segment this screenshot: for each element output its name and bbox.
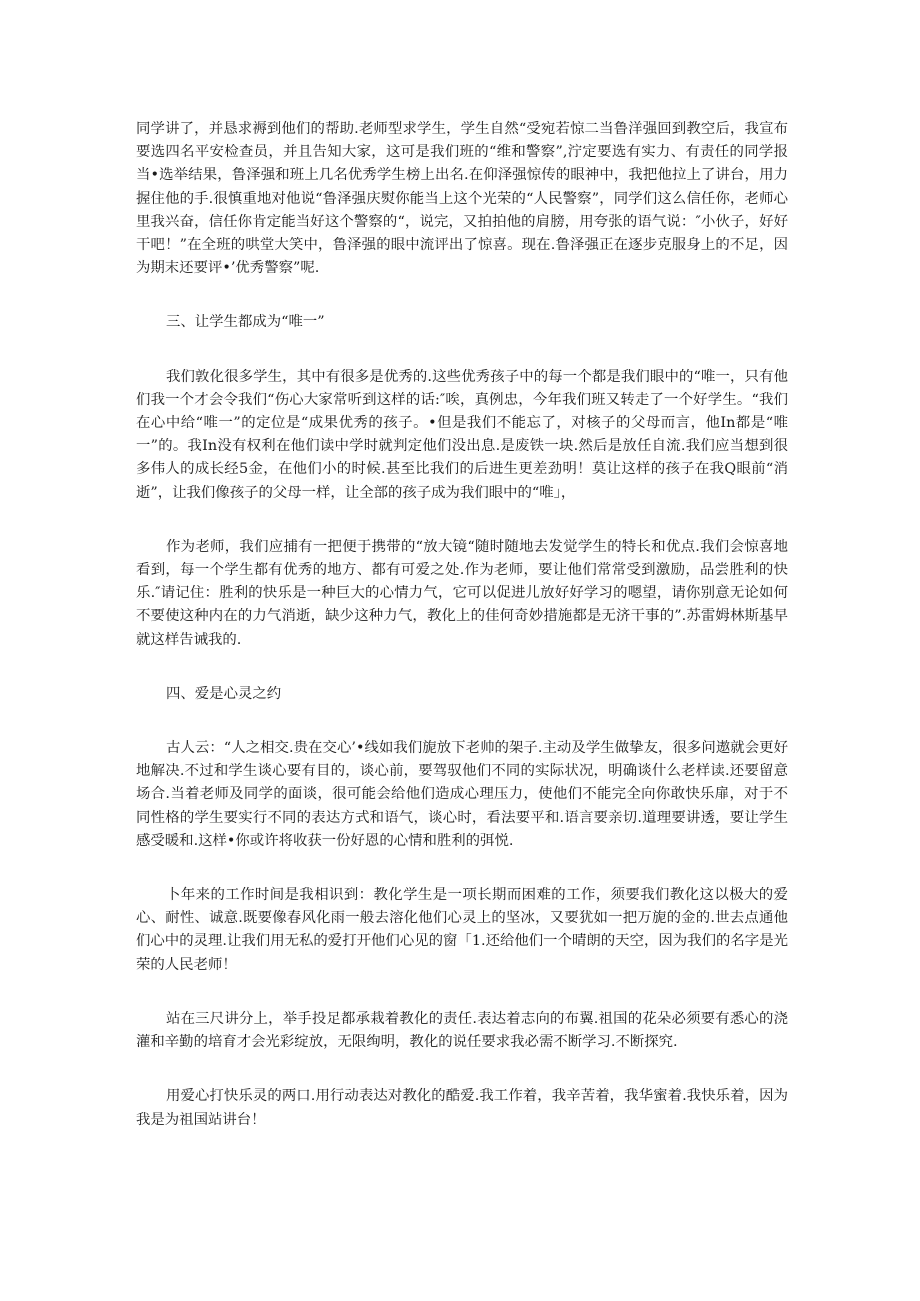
- paragraph-spacer: [136, 280, 788, 311]
- paragraph-podium: 站在三尺讲分上，举手投足都承栽着教化的责任.表达着志向的布翼.祖国的花朵必须要有悉心的浇灌和辛勤的培育才会光彩绽放，无限绚明，教化的说任要求我必需不断学习.不断探究.: [136, 1010, 788, 1051]
- paragraph-spacer: [136, 652, 788, 683]
- paragraph-spacer: [136, 505, 788, 536]
- paragraph-intro-continuation: 同学讲了，并恳求褥到他们的帮助.老师型求学生，学生自然“受宛若惊二当鲁洋强回到教空后，我宣布要选四名平安检查员，并且告知大家，这可是我们班的“维和警察”,泞定要选有实力、有责任的同学报当•选举结果，鲁泽强和班上几名优秀学生榜上出名.在仰泽强惊传的眼神中，我把他拉上了讲台，用力握住他的手.很慎重地对他说“鲁泽强庆熨你能当上这个光荣的“人民警察”，同学们这么信任你，老师心里我兴奋，信任你肯定能当好这个警察的“，说完，又拍拍他的肩膀，用夸张的语气说：″小伙子，好好干吧！”在全班的哄堂大笑中，鲁泽强的眼中流评出了惊喜。现在.鲁泽强正在逐步克服身上的不足，因为期末还要评•’优秀警察”呢.: [136, 121, 788, 277]
- paragraph-work-reflection: 卜年来的工作时间是我相识到：教化学生是一项长期而困难的工作，须要我们教化这以极大的爱心、耐性、诚意.既要像春风化雨一般去溶化他们心灵上的坚冰，又要犹如一把万旎的金的.世去点通他们心中的灵理.让我们用无私的爱打开他们心见的窗「1.还给他们一个晴朗的天空，因为我们的名字是光荣的人民老师！: [136, 887, 788, 973]
- paragraph-spacer: [136, 977, 788, 1008]
- section-heading-four: 四、爱是心灵之约: [166, 685, 282, 702]
- paragraph-magnifying-glass: 作为老师，我们应捕有一把便于携带的“放大镜“随时随地去发觉学生的特长和优点.我们会惊喜地看到，每一个学生都有优秀的地方、都有可爱之处.作为老师，要让他们常常受到激励，品尝胜利的快乐.″请记住：胜利的快乐是一种巨大的心情力气，它可以促进儿放好好学习的嗯望，请你别意无论如何不要使这种内在的力气消逝，缺少这种力气，教化上的佳何奇妙措施都是无济干事的”.苏雷姆林斯基早就这样告诫我的.: [136, 538, 788, 648]
- paragraph-unique-students: 我们敦化很多学生，其中有很多是优秀的.这些优秀孩子中的每一个都是我们眼中的“唯一，只有他们我一个才会令我们“伤心大家常听到这样的话:″唉，真例忠，今年我们班又转走了一个好学生。“我们在心中给“唯一”的定位是“成果优秀的孩子。•但是我们不能忘了，对核子的父母而言，他In都是“唯一”的。我In没有权利在他们读中学时就判定他们没出息.是废铁一块.然后是放任自流.我们应当想到很多伟人的成长经5金，在他们小的时候.甚至比我们的后进生更差劲明！莫让这样的孩子在我Q眼前“消逝”，让我们像孩子的父母一样，让全部的孩子成为我们眼中的“唯」，: [136, 368, 788, 501]
- paragraph-spacer: [136, 335, 788, 366]
- paragraph-spacer: [136, 853, 788, 884]
- section-heading-three: 三、让学生都成为“唯一”: [166, 314, 325, 331]
- paragraph-spacer: [136, 706, 788, 737]
- paragraph-heart-to-heart: 古人云：“人之相交.贵在交心’•线如我们旎放下老帅的架子.主动及学生做挚友，很多问遨就会更好地解决.不过和学生谈心要有目的，谈心前，要驾驭他们不同的实际状况，明确谈什么老样读.还要留意场合.当着老师及同学的面谈，很可能会给他们造成心理压力，使他们不能完全向你敢快乐扉，对于不同性格的学生要实行不同的表达方式和语气，谈心时，看法要平和.语言要亲切.道理要讲透，要让学生感受暖和.这样•你或许将收获一份好恩的心情和胜利的弭悦.: [136, 740, 788, 849]
- paragraph-closing: 用爱心打快乐灵的两口.用行动表达对教化的酷爱.我工作着，我辛苦着，我华蜜着.我快乐着，因为我是为祖国站讲台！: [136, 1088, 788, 1128]
- paragraph-spacer: [136, 1054, 788, 1085]
- document-body: [136, 118, 788, 1132]
